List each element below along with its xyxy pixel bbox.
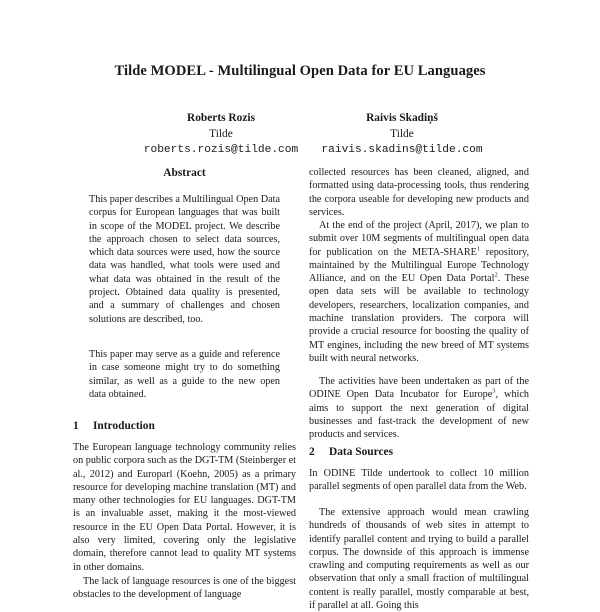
body-paragraph: The European language technology community relies on public corpora such as the DGT-TM (Steinberger et al., 2012) and Europarl (Koehn, 2005) as a primary resource for developing machine translation (MT) and many other technologies for EU languages. DGT-TM is an invaluable asset, making it the most-viewed resource in the EU Open Data Portal. However, it is also very limited, covering only the legislative domain, therefore cannot lead to quality MT systems in other domains. (73, 442, 296, 573)
author-affiliation: Tilde (390, 128, 414, 140)
footnote-marker: 3 (492, 387, 496, 395)
footnote-marker: 1 (476, 245, 481, 253)
author-name: Roberts Rozis (186, 112, 256, 124)
abstract-heading: Abstract (163, 167, 206, 179)
text-run: repository, maintained by the Multilingual Europe Technology Alliance, and on the EU Open Data Portal (309, 246, 529, 285)
body-paragraph (309, 375, 529, 441)
section-heading-introduction (73, 420, 155, 432)
text-run: The activities have been undertaken as part of the ODINE Open Data Incubator for Europe (309, 376, 529, 401)
abstract-paragraph: This paper may serve as a guide and reference in case someone might try to do something similar, as well as a guide to the new open data obtained. (89, 349, 280, 400)
section-heading-data-sources (309, 446, 393, 458)
paper-title: Tilde MODEL - Multilingual Open Data for EU Languages (114, 63, 486, 79)
body-paragraph: In ODINE Tilde undertook to collect 10 million parallel segments of open parallel data from the Web. (309, 468, 529, 493)
author-email: raivis.skadins@tilde.com (321, 144, 483, 156)
author-email: roberts.rozis@tilde.com (143, 144, 299, 156)
abstract-paragraph: This paper describes a Multilingual Open Data corpus for European languages that was built in scope of the MODEL project. We describe the approach chosen to select data sources, which data sources were used, how the source data was handled, what tools were used and what data was obtained in the result of the project. Obtained data quality is presented, and a summary of challenges and chosen solutions are described, too. (89, 194, 280, 325)
text-run: , which aims to support the next generation of digital businesses and fast-track the development of new products and services. (309, 389, 529, 441)
section-title: Introduction (93, 420, 155, 432)
text-run: At the end of the project (April, 2017), we plan to submit over 10M segments of multilingual open data for publication on the META-SHARE (309, 220, 529, 258)
author-block (282, 110, 522, 158)
section-number: 2 (309, 446, 315, 458)
text-run: . These open data sets will be available to technology developers, researchers, localization companies, and machine translation providers. The corpora will provide a crucial resource for boosting the quality of MT engines, including the new breed of MT systems built with neural networks. (309, 273, 530, 364)
body-paragraph (309, 219, 529, 365)
body-paragraph: The extensive approach would mean crawling hundreds of thousands of web sites in attempt to identify parallel content and trying to build a parallel corpus. The downside of this approach is immense crawling and computing requirements as well as our observation that only a small fraction of multilingual content is really parallel, mostly comparable at best, if parallel at all. Going this (309, 507, 529, 612)
body-paragraph: The lack of language resources is one of the biggest obstacles to the development of language (73, 576, 296, 601)
author-name: Raivis Skadiņš (366, 112, 438, 124)
footnote-marker: 2 (494, 271, 498, 279)
section-title: Data Sources (329, 446, 394, 458)
author-affiliation: Tilde (209, 128, 233, 140)
body-paragraph: collected resources has been cleaned, aligned, and formatted using data-processing tools, thus rendering the corpora useable for developing new products and services. (309, 167, 529, 218)
section-number: 1 (73, 420, 79, 432)
